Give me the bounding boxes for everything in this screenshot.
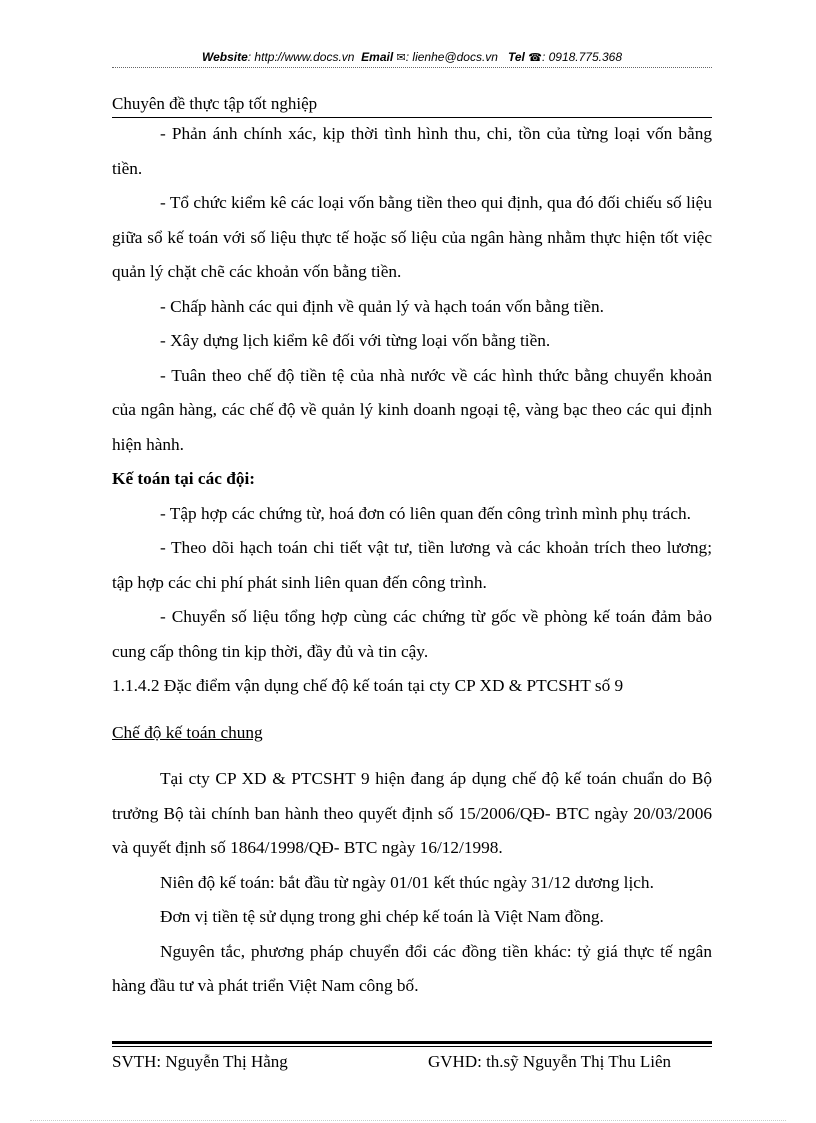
website-header xyxy=(112,50,712,64)
email-address[interactable]: : lienhe@docs.vn xyxy=(405,50,498,64)
paragraph-6: - Tập hợp các chứng từ, hoá đơn có liên quan đến công trình mình phụ trách. xyxy=(160,503,691,523)
footer-advisor: GVHD: th.sỹ Nguyễn Thị Thu Liên xyxy=(428,1052,672,1071)
paragraph-8: - Chuyển số liệu tổng hợp cùng các chứng từ gốc về phòng kế toán đảm bảo cung cấp thông tin kịp thời, đầy đủ và tin cậy. xyxy=(112,607,712,661)
website-label: Website xyxy=(201,50,248,64)
footer-divider-thick xyxy=(112,1041,712,1044)
document-body xyxy=(112,117,712,1004)
section-heading-doi: Kế toán tại các đội: xyxy=(112,469,256,488)
spacer xyxy=(112,704,712,716)
header-divider xyxy=(112,67,712,68)
subsection-heading: 1.1.4.2 Đặc điểm vận dụng chế độ kế toán tại cty CP XD & PTCSHT số 9 xyxy=(112,676,624,695)
paragraph-1: - Phản ánh chính xác, kịp thời tình hình thu, chi, tồn của từng loại vốn bằng tiền. xyxy=(112,124,712,178)
subheading-che-do-text: Chế độ kế toán chung xyxy=(112,722,263,742)
paragraph-2: - Tổ chức kiểm kê các loại vốn bằng tiền theo qui định, qua đó đối chiếu số liệu giữa sổ kế toán với số liệu thực tế hoặc số liệu của ngân hàng nhằm thực hiện tốt việc quản lý chặt chẽ các khoản vốn bằng tiền. xyxy=(112,193,712,281)
envelope-icon: ✉ xyxy=(396,52,406,64)
tel-number: : 0918.775.368 xyxy=(541,50,623,64)
page-edge-line xyxy=(30,1120,786,1121)
footer-student: SVTH: Nguyễn Thị Hằng xyxy=(112,1052,288,1071)
paragraph-5: - Tuân theo chế độ tiền tệ của nhà nước về các hình thức bằng chuyển khoản của ngân hàng, các chế độ về quản lý kinh doanh ngoại tệ, vàng bạc theo các qui định hiện hành. xyxy=(112,365,712,454)
paragraph-11: Đơn vị tiền tệ sử dụng trong ghi chép kế toán là Việt Nam đồng. xyxy=(160,907,604,926)
website-url[interactable]: : http://www.docs.vn xyxy=(247,50,355,64)
paragraph-12: Nguyên tắc, phương pháp chuyển đổi các đồng tiền khác: tỷ giá thực tế ngân hàng đầu tư và phát triển Việt Nam công bố. xyxy=(112,941,712,995)
phone-icon: ☎ xyxy=(528,52,542,64)
tel-label: Tel xyxy=(507,50,525,64)
paragraph-7: - Theo dõi hạch toán chi tiết vật tư, tiền lương và các khoản trích theo lương; tập hợp các chi phí phát sinh liên quan đến công trình. xyxy=(112,538,712,592)
spacer xyxy=(112,750,712,762)
paragraph-9: Tại cty CP XD & PTCSHT 9 hiện đang áp dụng chế độ kế toán chuẩn do Bộ trưởng Bộ tài chính ban hành theo quyết định số 15/2006/QĐ- BTC ngày 20/03/2006 và quyết định số 1864/1998/QĐ- BTC ngày 16/12/1998. xyxy=(112,769,712,857)
paragraph-4: - Xây dựng lịch kiểm kê đối với từng loại vốn bằng tiền. xyxy=(160,331,551,350)
footer-divider-thin xyxy=(112,1046,712,1047)
paragraph-10: Niên độ kế toán: bắt đầu từ ngày 01/01 kết thúc ngày 31/12 dương lịch. xyxy=(160,872,654,892)
subheading-che-do xyxy=(112,716,712,751)
email-label: Email xyxy=(361,50,394,64)
paragraph-3: - Chấp hành các qui định về quản lý và hạch toán vốn bằng tiền. xyxy=(160,296,604,316)
document-title: Chuyên đề thực tập tốt nghiệp xyxy=(112,94,318,113)
